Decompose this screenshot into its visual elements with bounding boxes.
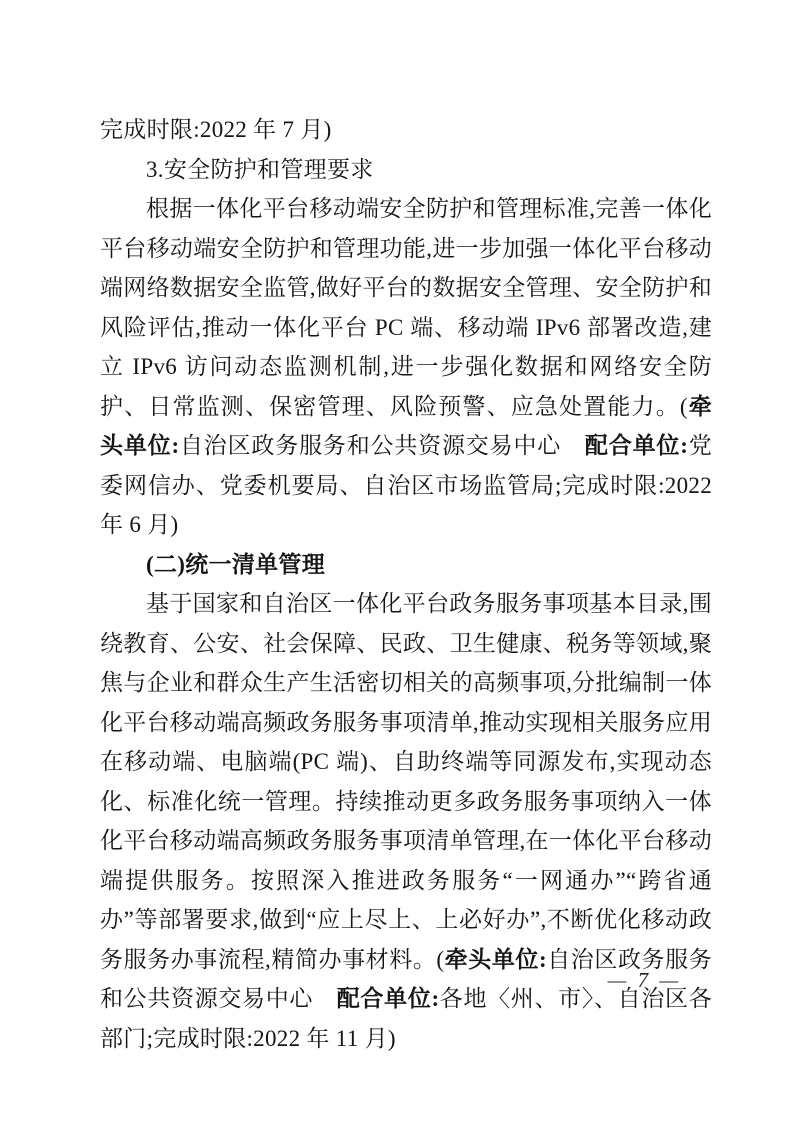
emphasized-text-run: 牵头单位: <box>444 946 547 972</box>
text-run: 根据一体化平台移动端安全防护和管理标准,完善一体化平台移动端安全防护和管理功能,进一步加强一体化平台移动端网络数据安全监管,做好平台的数据安全管理、安全防护和风险评估,推动一体化平台 PC 端、移动端 IPv6 部署改造,建立 IPv6 访问动态监测机制,进一步强化数据和网络安全防护、日常监测、保密管理、风险预警、应急处置能力。( <box>100 196 712 419</box>
document-body <box>100 110 712 1058</box>
heading <box>100 545 712 585</box>
emphasized-text-run: (二)统一清单管理 <box>146 551 326 577</box>
subheading <box>100 150 712 190</box>
text-run: 3.安全防护和管理要求 <box>146 156 374 182</box>
continuation <box>100 110 712 150</box>
page-number: — 7 — <box>607 968 681 992</box>
text-run: 自治区政务服务和公共资源交易中心 <box>100 946 712 1011</box>
text-run: 党委网信办、党委机要局、自治区市场监管局;完成时限:2022 年 6 月) <box>100 433 712 537</box>
text-run: 自治区政务服务和公共资源交易中心 <box>179 433 585 458</box>
emphasized-text-run: 牵头单位: <box>100 393 712 458</box>
emphasized-text-run: 配合单位: <box>584 433 689 458</box>
text-run: 各地〈州、市〉、自治区各部门;完成时限:2022 年 11 月) <box>100 986 712 1051</box>
text-run: 完成时限:2022 年 7 月) <box>100 117 332 142</box>
emphasized-text-run: 配合单位: <box>336 986 440 1011</box>
paragraph <box>100 189 712 545</box>
text-run: 基于国家和自治区一体化平台政务服务事项基本目录,围绕教育、公安、社会保障、民政、卫生健康、税务等领域,聚焦与企业和群众生产生活密切相关的高频事项,分批编制一体化平台移动端高频政务服务事项清单,推动实现相关服务应用在移动端、电脑端(PC 端)、自助终端等同源发布,实现动态化、标准化统一管理。持续推动更多政务服务事项纳入一体化平台移动端高频政务服务事项清单管理,在一体化平台移动端提供服务。按照深入推进政务服务“一网通办”“跨省通办”等部署要求,做到“应上尽上、上必好办”,不断优化移动政务服务办事流程,精简办事材料。( <box>100 591 712 972</box>
